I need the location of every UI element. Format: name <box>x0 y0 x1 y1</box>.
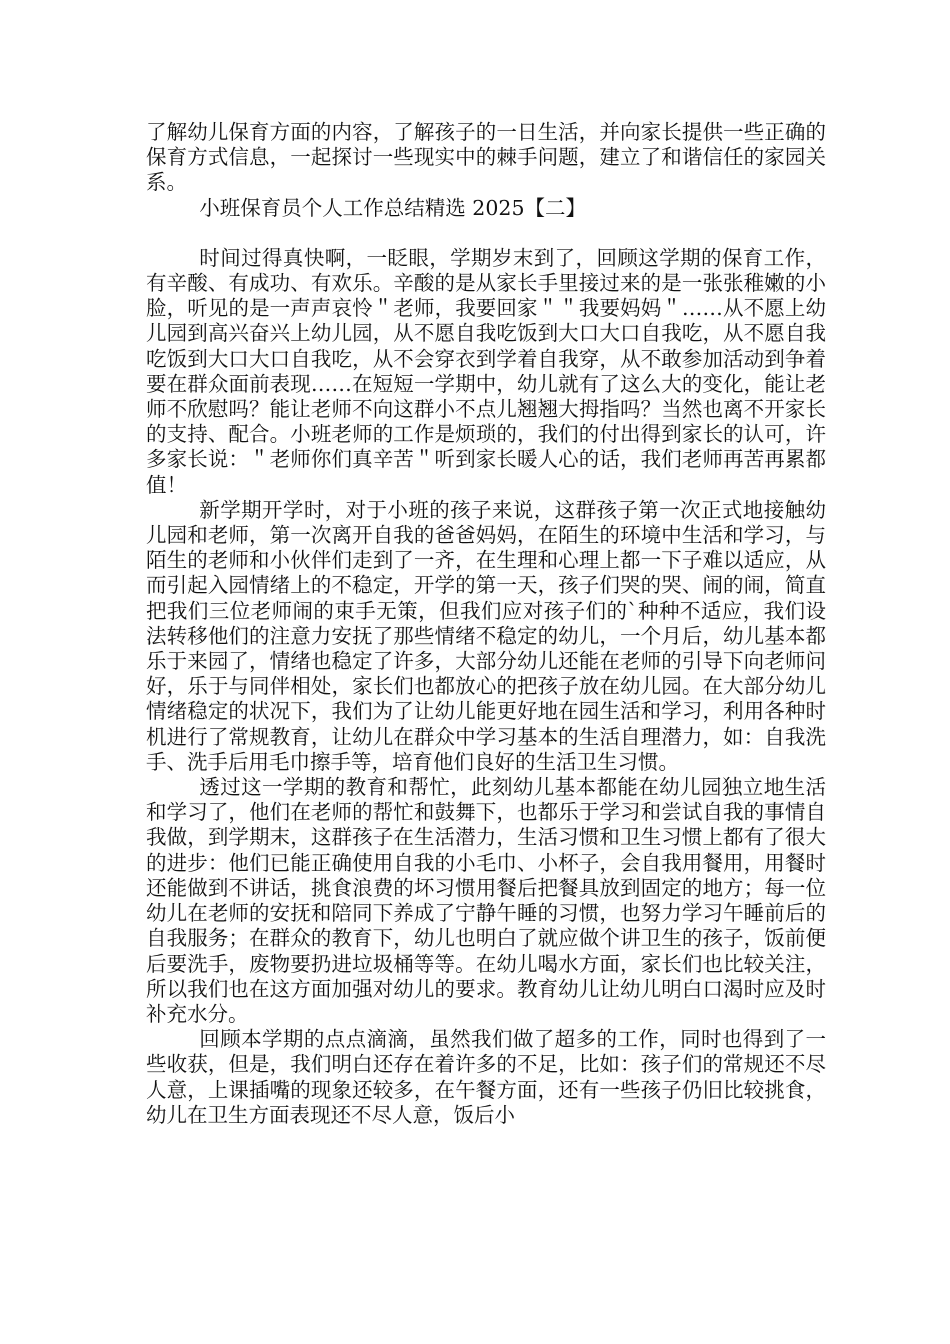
body-paragraph: 透过这一学期的教育和帮忙，此刻幼儿基本都能在幼儿园独立地生活和学习了，他们在老师的帮忙和鼓舞下，也都乐于学习和尝试自我的事情自我做，到学期末，这群孩子在生活潜力，生活习惯和卫生习惯上都有了很大的进步：他们已能正确使用自我的小毛巾、小杯子，会自我用餐用，用餐时还能做到不讲话，挑食浪费的坏习惯用餐后把餐具放到固定的地方；每一位幼儿在老师的安抚和陪同下养成了宁静午睡的习惯，也努力学习午睡前后的自我服务；在群众的教育下，幼儿也明白了就应做个讲卫生的孩子，饭前便后要洗手，废物要扔进垃圾桶等等。在幼儿喝水方面，家长们也比较关注，所以我们也在这方面加强对幼儿的要求。教育幼儿让幼儿明白口渴时应及时补充水分。 <box>146 775 826 1026</box>
blank-line <box>146 221 826 246</box>
body-paragraph: 新学期开学时，对于小班的孩子来说，这群孩子第一次正式地接触幼儿园和老师，第一次离开自我的爸爸妈妈，在陌生的环境中生活和学习，与陌生的老师和小伙伴们走到了一齐，在生理和心理上都一下子难以适应，从而引起入园情绪上的不稳定，开学的第一天，孩子们哭的哭、闹的闹，简直把我们三位老师闹的束手无策，但我们应对孩子们的`种种不适应，我们设法转移他们的注意力安抚了那些情绪不稳定的幼儿，一个月后，幼儿基本都乐于来园了，情绪也稳定了许多，大部分幼儿还能在老师的引导下向老师问好，乐于与同伴相处，家长们也都放心的把孩子放在幼儿园。在大部分幼儿情绪稳定的状况下，我们为了让幼儿能更好地在园生活和学习，利用各种时机进行了常规教育，让幼儿在群众中学习基本的生活自理潜力，如：自我洗手、洗手后用毛巾擦手等，培育他们良好的生活卫生习惯。 <box>146 497 826 774</box>
body-paragraph: 回顾本学期的点点滴滴，虽然我们做了超多的工作，同时也得到了一些收获，但是，我们明白还存在着许多的不足，比如：孩子们的常规还不尽人意，上课插嘴的现象还较多，在午餐方面，还有一些孩子仍旧比较挑食，幼儿在卫生方面表现还不尽人意，饭后小 <box>146 1027 826 1127</box>
opening-paragraph: 了解幼儿保育方面的内容，了解孩子的一日生活，并向家长提供一些正确的保育方式信息，一起探讨一些现实中的棘手问题，建立了和谐信任的家园关系。 <box>146 120 826 195</box>
document-page <box>146 120 826 1128</box>
section-title: 小班保育员个人工作总结精选 2025【二】 <box>199 195 586 220</box>
body-paragraph: 时间过得真快啊，一眨眼，学期岁末到了，回顾这学期的保育工作，有辛酸、有成功、有欢乐。辛酸的是从家长手里接过来的是一张张稚嫩的小脸，听见的是一声声哀怜＂老师，我要回家＂＂我要妈妈＂……从不愿上幼儿园到高兴奋兴上幼儿园，从不愿自我吃饭到大口大口自我吃，从不愿自我吃饭到大口大口自我吃，从不会穿衣到学着自我穿，从不敢参加活动到争着要在群众面前表现……在短短一学期中，幼儿就有了这么大的变化，能让老师不欣慰吗？能让老师不向这群小不点儿翘翘大拇指吗？当然也离不开家长的支持、配合。小班老师的工作是烦琐的，我们的付出得到家长的认可，许多家长说：＂老师你们真辛苦＂听到家长暖人心的话，我们老师再苦再累都值！ <box>146 245 826 497</box>
